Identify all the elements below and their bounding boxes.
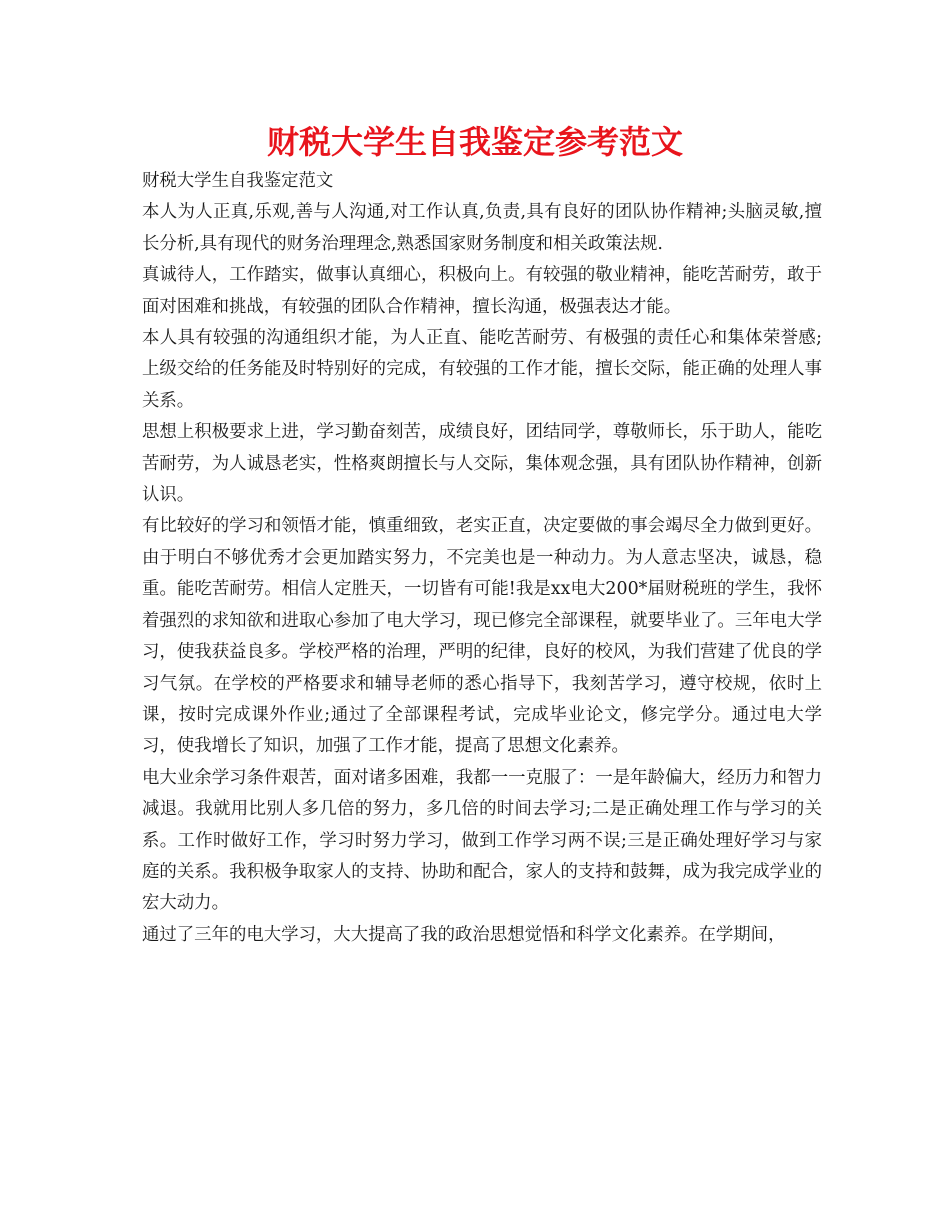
- paragraph-3: 本人具有较强的沟通组织才能，为人正直、能吃苦耐劳、有极强的责任心和集体荣誉感;上级交给的任务能及时特别好的完成，有较强的工作才能，擅长交际，能正确的处理人事关系。: [142, 328, 822, 411]
- document-title: 财税大学生自我鉴定参考范文: [266, 123, 683, 161]
- paragraph-4: 思想上积极要求上进，学习勤奋刻苦，成绩良好，团结同学，尊敬师长，乐于助人，能吃苦耐劳，为人诚恳老实，性格爽朗擅长与人交际，集体观念强，具有团队协作精神，创新认识。: [142, 422, 822, 506]
- paragraph-5: 有比较好的学习和领悟才能，慎重细致，老实正直，决定要做的事会竭尽全力做到更好。由于明白不够优秀才会更加踏实努力，不完美也是一种动力。为人意志坚决，诚恳，稳重。能吃苦耐劳。相信人定胜天，一切皆有可能!我是xx电大200*届财税班的学生，我怀着强烈的求知欲和进取心参加了电大学习，现已修完全部课程，就要毕业了。三年电大学习，使我获益良多。学校严格的治理，严明的纪律，良好的校风，为我们营建了优良的学习气氛。在学校的严格要求和辅导老师的悉心指导下，我刻苦学习，遵守校规，依时上课，按时完成课外作业;通过了全部课程考试，完成毕业论文，修完学分。通过电大学习，使我增长了知识，加强了工作才能，提高了思想文化素养。: [142, 516, 822, 757]
- paragraph-1: 本人为人正真,乐观,善与人沟通,对工作认真,负责,具有良好的团队协作精神;头脑灵敏,擅长分析,具有现代的财务治理理念,熟悉国家财务制度和相关政策法规.: [142, 202, 822, 254]
- paragraph-7: 通过了三年的电大学习，大大提高了我的政治思想觉悟和科学文化素养。在学期间，: [142, 924, 786, 945]
- paragraph-subtitle: 财税大学生自我鉴定范文: [142, 171, 334, 191]
- document-body: [142, 166, 822, 951]
- paragraph-2: 真诚待人，工作踏实，做事认真细心，积极向上。有较强的敬业精神，能吃苦耐劳，敢于面对困难和挑战，有较强的团队合作精神，擅长沟通，极强表达才能。: [142, 265, 822, 317]
- paragraph-6: 电大业余学习条件艰苦，面对诸多困难，我都一一克服了：一是年龄偏大，经历力和智力减退。我就用比别人多几倍的努力，多几倍的时间去学习;二是正确处理工作与学习的关系。工作时做好工作，学习时努力学习，做到工作学习两不误;三是正确处理好学习与家庭的关系。我积极争取家人的支持、协助和配合，家人的支持和鼓舞，成为我完成学业的宏大动力。: [142, 767, 822, 914]
